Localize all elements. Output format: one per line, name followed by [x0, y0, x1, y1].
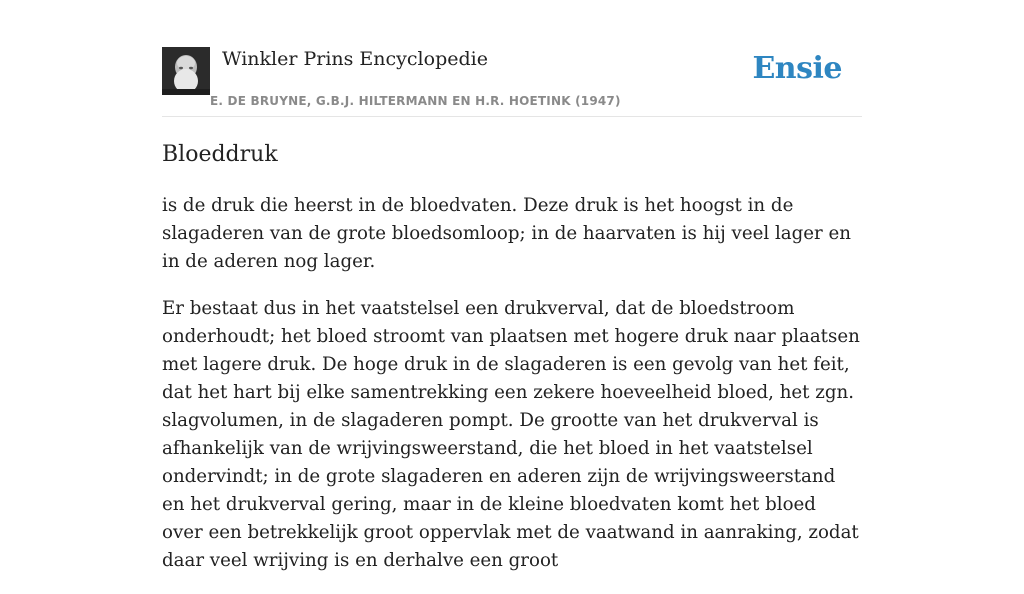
article-paragraph: Er bestaat dus in het vaatstelsel een drukverval, dat de bloedstroom onderhoudt; het bloed stroomt van plaatsen met hogere druk naar plaatsen met lagere druk. De hoge druk in de slagaderen is een gevolg van het feit, dat het hart bij elke samentrekking een zekere hoeveelheid bloed, het zgn. slagvolumen, in de slagaderen pompt. De grootte van het drukverval is afhankelijk van de wrijvingsweerstand, die het bloed in het vaatstelsel ondervindt; in de grote slagaderen en aderen zijn de wrijvingsweerstand en het drukverval gering, maar in de kleine bloedvaten komt het bloed over een betrekkelijk groot oppervlak met de vaatwand in aanraking, zodat daar veel wrijving is en derhalve een groot [162, 298, 860, 571]
article-title: Bloeddruk [162, 142, 278, 167]
portrait-image [162, 47, 210, 95]
site-title[interactable]: Winkler Prins Encyclopedie [222, 48, 488, 70]
brand-logo[interactable]: Ensie [752, 51, 842, 86]
article-body [162, 192, 862, 594]
author-portrait-icon[interactable] [162, 47, 210, 95]
article-paragraph: is de druk die heerst in de bloedvaten. Deze druk is het hoogst in de slagaderen van de grote bloedsomloop; in de haarvaten is hij veel lager en in de aderen nog lager. [162, 195, 851, 272]
authors-line: E. DE BRUYNE, G.B.J. HILTERMANN EN H.R. HOETINK (1947) [210, 94, 621, 108]
site-header [162, 44, 862, 117]
